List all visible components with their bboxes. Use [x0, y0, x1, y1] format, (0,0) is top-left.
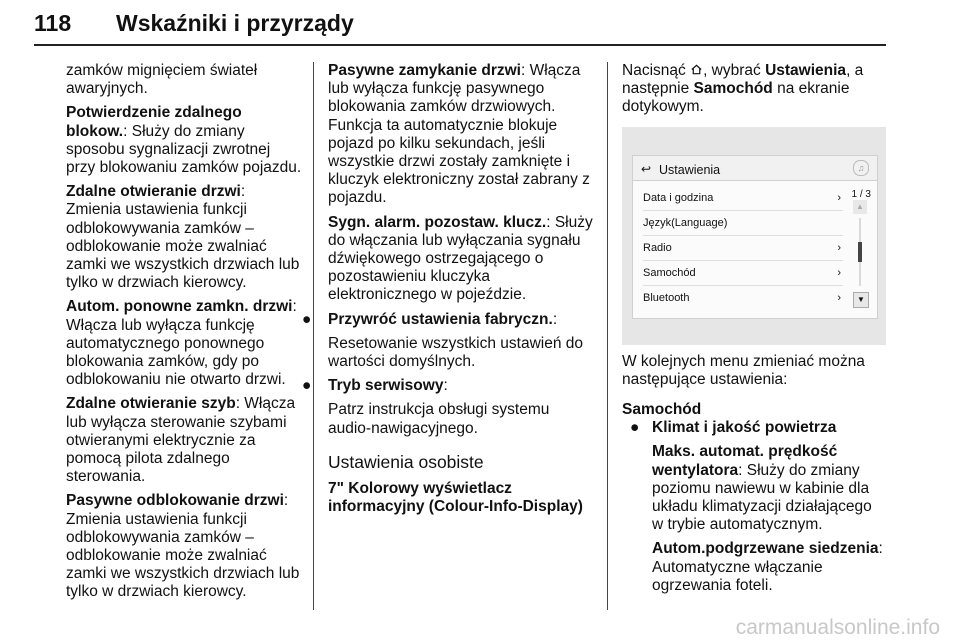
group-title: Samochód — [622, 401, 702, 419]
settings-screen — [632, 155, 878, 319]
bullet-heading — [328, 377, 594, 395]
bullet-entry — [298, 377, 594, 438]
setting-entry — [66, 492, 302, 601]
page-indicator: 1 / 3 — [851, 188, 871, 200]
setting-term: Zdalne otwieranie szyb — [66, 395, 236, 413]
scrollbar[interactable] — [853, 200, 867, 308]
menu-term: Ustawienia — [765, 62, 847, 79]
menu-item-label: Język(Language) — [643, 216, 728, 229]
menu-item-date-time[interactable] — [643, 186, 843, 211]
setting-entry — [66, 298, 302, 389]
bullet-heading: Klimat i jakość powietrza — [652, 419, 837, 437]
setting-term: Autom. ponowne zamkn. drzwi — [66, 298, 293, 316]
setting-sep: : — [292, 298, 297, 316]
home-icon — [690, 63, 703, 76]
setting-sep: : — [546, 213, 551, 231]
setting-entry — [66, 104, 302, 177]
screen-title: Ustawienia — [659, 162, 721, 177]
setting-desc: Włącza lub wyłącza funkcję automatycznego ponownego blokowania zamków, gdy po odblokowaniu nie otwarto drzwi. — [66, 316, 286, 389]
instruction-paragraph — [622, 62, 886, 117]
setting-desc: Resetowanie wszystkich ustawień do wartości domyślnych. — [328, 334, 584, 371]
paragraph: W kolejnych menu zmieniać można następujące ustawienia: — [622, 352, 865, 388]
setting-sep: : — [552, 310, 558, 328]
page-number: 118 — [34, 10, 72, 36]
setting-desc: Patrz instrukcja obsługi systemu audio-nawigacyjnego. — [328, 401, 550, 437]
setting-term: Autom.podgrzewane siedzenia — [652, 540, 879, 558]
setting-sep: : — [123, 122, 128, 140]
setting-desc: Włącza lub wyłącza funkcję pasywnego blokowania zamków drzwiowych. Funkcja ta automatycznie blokuje pojazd po kilku sekundach, jeśli wszystkie drzwi zostały zamknięte i kluczyk elektroniczny został zabrany z pojazdu. — [328, 62, 590, 207]
menu-item-label: Radio — [643, 241, 672, 254]
setting-sep: : — [738, 461, 743, 479]
setting-sep: : — [235, 395, 240, 413]
setting-entry — [328, 62, 594, 208]
text-run: , a następnie — [622, 62, 864, 98]
setting-term: Zdalne otwieranie drzwi — [66, 183, 241, 201]
back-icon[interactable]: ↩ — [641, 161, 652, 176]
menu-item-label: Bluetooth — [643, 291, 690, 304]
setting-sep: : — [443, 377, 448, 395]
screen-header — [633, 156, 877, 181]
text-run: , wybrać — [703, 62, 766, 79]
chevron-right-icon: › — [837, 291, 841, 304]
setting-term: Pasywne odblokowanie drzwi — [66, 492, 284, 510]
setting-desc: Włącza lub wyłącza sterowanie szybami otwieranymi elektrycznie za pomocą pilota zdalnego sterowania. — [66, 395, 296, 486]
bullet-entry — [298, 311, 594, 372]
setting-sep: : — [878, 540, 883, 558]
chevron-right-icon: › — [837, 266, 841, 279]
setting-entry — [66, 395, 302, 486]
bullet-entry — [622, 419, 886, 595]
setting-desc: Służy do zmiany poziomu nawiewu w kabinie dla układu klimatyzacji działającego w trybie automatycznym. — [652, 461, 872, 534]
setting-entry — [66, 183, 302, 292]
setting-sep: : — [283, 492, 289, 510]
column-divider — [607, 62, 608, 610]
setting-sep: : — [520, 62, 526, 79]
music-icon[interactable]: ♫ — [853, 160, 869, 176]
setting-desc: Służy do zmiany sposobu sygnalizacji zwrotnej przy blokowaniu zamków pojazdu. — [66, 122, 302, 177]
display-screenshot — [622, 127, 886, 345]
setting-desc: Zmienia ustawienia funkcji odblokowywania zamków – odblokowanie może zwalniać zamki we wszystkich drzwiach lub tylko w drzwiach kierowcy. — [66, 510, 300, 601]
column-left — [66, 62, 302, 608]
setting-entry — [652, 443, 886, 534]
setting-entry — [652, 540, 886, 595]
bullet-icon: ● — [302, 377, 312, 395]
chevron-right-icon: › — [837, 241, 841, 254]
menu-item-vehicle[interactable] — [643, 261, 843, 286]
setting-term: Sygn. alarm. pozostaw. klucz. — [328, 213, 547, 231]
menu-term: Samochód — [693, 80, 773, 98]
setting-term: Potwierdzenie zdalnego blokow. — [66, 104, 242, 140]
setting-sep: : — [240, 183, 246, 201]
setting-entry — [328, 214, 594, 305]
setting-term: Przywróć ustawienia fabryczn. — [328, 310, 553, 328]
text-run: na ekranie dotykowym. — [622, 80, 850, 116]
bullet-icon: ● — [302, 310, 312, 328]
chevron-right-icon: › — [837, 191, 841, 204]
setting-term: Pasywne zamykanie drzwi — [328, 62, 521, 79]
sub-title: 7" Kolorowy wyświetlacz informacyjny (Colour-Info-Display) — [328, 479, 583, 516]
page-header — [34, 4, 886, 46]
column-middle — [302, 62, 594, 516]
setting-term: Tryb serwisowy — [328, 377, 444, 395]
scroll-up-icon[interactable]: ▲ — [853, 200, 867, 214]
setting-term: Maks. automat. prędkość wentylatora — [652, 443, 838, 479]
menu-item-label: Data i godzina — [643, 191, 714, 204]
menu-item-label: Samochód — [643, 266, 696, 279]
text-run: Nacisnąć — [622, 62, 691, 79]
watermark: carmanualsonline.info — [735, 616, 940, 639]
menu-item-language[interactable] — [643, 211, 843, 236]
menu-item-radio[interactable] — [643, 236, 843, 261]
column-right — [622, 62, 886, 601]
scroll-down-icon[interactable]: ▼ — [853, 292, 869, 308]
paragraph: zamków mignięciem świateł awaryjnych. — [66, 62, 258, 98]
bullet-heading — [328, 311, 594, 329]
menu-item-bluetooth[interactable] — [643, 286, 843, 310]
setting-desc: Automatyczne włączanie ogrzewania foteli. — [652, 558, 823, 594]
bullet-icon: ● — [630, 419, 640, 437]
setting-desc: Służy do włączania lub wyłączania sygnału dźwiękowego ostrzegającego o pozostawieniu kluczyka elektronicznego w pojeździe. — [328, 213, 593, 304]
scroll-thumb[interactable] — [858, 242, 862, 262]
setting-desc: Zmienia ustawienia funkcji odblokowywania zamków – odblokowanie może zwalniać zamki we wszystkich drzwiach lub tylko w drzwiach kierowcy. — [66, 201, 300, 292]
section-title: Ustawienia osobiste — [328, 451, 484, 472]
page-title: Wskaźniki i przyrządy — [116, 10, 354, 36]
